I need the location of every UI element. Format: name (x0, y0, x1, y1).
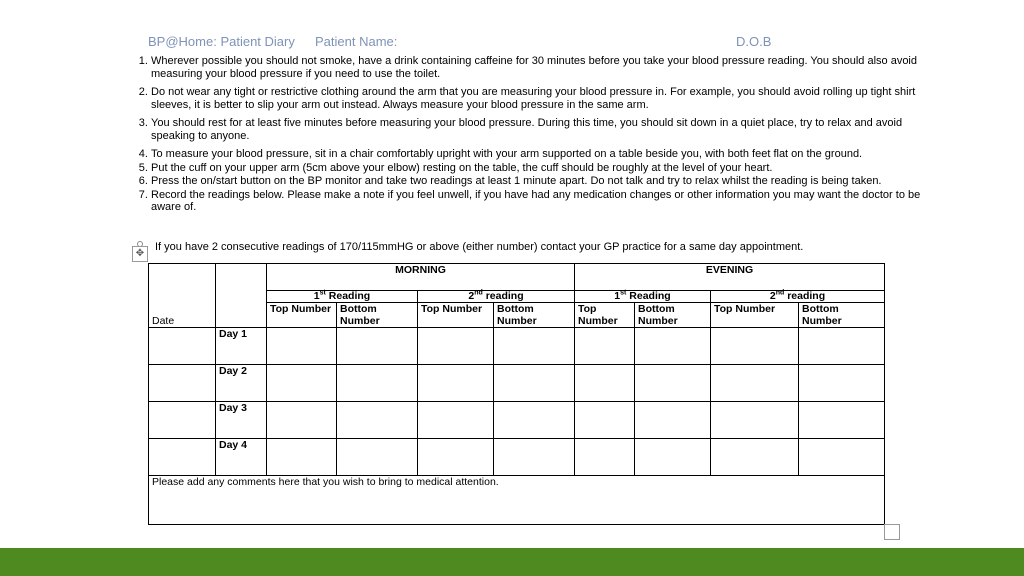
urgent-note: If you have 2 consecutive readings of 170/115mmHG or above (either number) contact your GP practice for a same day appointment. (155, 241, 804, 253)
dob-label: D.O.B (736, 34, 772, 49)
reading-cell[interactable] (711, 328, 799, 365)
reading-cell[interactable] (635, 328, 711, 365)
reading-cell[interactable] (711, 439, 799, 476)
reading-cell[interactable] (337, 402, 418, 439)
reading-cell[interactable] (267, 365, 337, 402)
reading-cell[interactable] (494, 439, 575, 476)
day-label: Day 1 (216, 328, 267, 365)
instruction-item: 7. Record the readings below. Please make a note if you feel unwell, if you have had any medication changes or other information you may want the doctor to be aware of. (151, 189, 929, 214)
instruction-item: 1. Wherever possible you should not smoke, have a drink containing caffeine for 30 minutes before you take your blood pressure reading. You should also avoid measuring your blood pressure if you need to use the toilet. (151, 55, 929, 80)
day-label: Day 2 (216, 365, 267, 402)
evening2-top-number: Top Number (711, 303, 799, 328)
reading-cell[interactable] (418, 328, 494, 365)
morning2-bottom-number: Bottom Number (494, 303, 575, 328)
morning-first-reading: 1st Reading (267, 291, 418, 303)
reading-cell[interactable] (337, 365, 418, 402)
evening2-bottom-number: Bottom Number (799, 303, 885, 328)
date-cell[interactable] (149, 365, 216, 402)
reading-cell[interactable] (267, 439, 337, 476)
patient-name-label: Patient Name: (315, 34, 398, 49)
reading-cell[interactable] (799, 402, 885, 439)
reading-cell[interactable] (799, 439, 885, 476)
date-header: Date (149, 264, 216, 328)
reading-cell[interactable] (267, 402, 337, 439)
reading-cell[interactable] (799, 365, 885, 402)
reading-cell[interactable] (418, 402, 494, 439)
instruction-item: 6. Press the on/start button on the BP monitor and take two readings at least 1 minute apart. Do not talk and try to relax whilst the reading is being taken. (151, 175, 929, 188)
evening1-bottom-number: Bottom Number (635, 303, 711, 328)
date-cell[interactable] (149, 439, 216, 476)
reading-cell[interactable] (418, 439, 494, 476)
instruction-item: 2. Do not wear any tight or restrictive clothing around the arm that you are measuring your blood pressure in. For example, you should avoid rolling up tight shirt sleeves, it is better to slip your arm out instead. Always measure your blood pressure in the same arm. (151, 86, 929, 111)
reading-cell[interactable] (337, 439, 418, 476)
reading-cell[interactable] (418, 365, 494, 402)
evening-header: EVENING (575, 264, 885, 291)
reading-cell[interactable] (799, 328, 885, 365)
comments-prompt: Please add any comments here that you wish to bring to medical attention. (152, 476, 499, 488)
table-row (149, 328, 885, 365)
instruction-item: 4. To measure your blood pressure, sit in a chair comfortably upright with your arm supported on a table beside you, with both feet flat on the ground. (151, 148, 929, 161)
reading-cell[interactable] (267, 328, 337, 365)
morning-second-reading: 2nd reading (418, 291, 575, 303)
morning1-bottom-number: Bottom Number (337, 303, 418, 328)
bp-readings-table (148, 263, 885, 525)
reading-cell[interactable] (494, 328, 575, 365)
reading-cell[interactable] (575, 328, 635, 365)
comments-box[interactable] (149, 476, 885, 525)
date-cell[interactable] (149, 328, 216, 365)
instruction-item: 5. Put the cuff on your upper arm (5cm above your elbow) resting on the table, the cuff should be roughly at the level of your heart. (151, 162, 929, 175)
reading-cell[interactable] (494, 402, 575, 439)
morning-header: MORNING (267, 264, 575, 291)
instructions-list (130, 55, 929, 220)
date-cell[interactable] (149, 402, 216, 439)
reading-cell[interactable] (575, 365, 635, 402)
reading-cell[interactable] (635, 365, 711, 402)
evening-second-reading: 2nd reading (711, 291, 885, 303)
reading-cell[interactable] (635, 402, 711, 439)
morning2-top-number: Top Number (418, 303, 494, 328)
reading-cell[interactable] (575, 439, 635, 476)
reading-cell[interactable] (635, 439, 711, 476)
instruction-item: 3. You should rest for at least five minutes before measuring your blood pressure. During this time, you should sit down in a quiet place, try to relax and avoid speaking to anyone. (151, 117, 929, 142)
reading-cell[interactable] (337, 328, 418, 365)
reading-cell[interactable] (494, 365, 575, 402)
cell-marker-icon (884, 524, 900, 540)
diary-title: BP@Home: Patient Diary (148, 34, 295, 49)
reading-cell[interactable] (711, 402, 799, 439)
day-header-blank (216, 264, 267, 328)
reading-cell[interactable] (711, 365, 799, 402)
move-icon[interactable]: ✥ (132, 246, 148, 262)
table-row (149, 439, 885, 476)
table-row (149, 402, 885, 439)
table-row (149, 365, 885, 402)
reading-cell[interactable] (575, 402, 635, 439)
evening1-top-number: Top Number (575, 303, 635, 328)
evening-first-reading: 1st Reading (575, 291, 711, 303)
day-label: Day 3 (216, 402, 267, 439)
footer-bar (0, 548, 1024, 576)
morning1-top-number: Top Number (267, 303, 337, 328)
day-label: Day 4 (216, 439, 267, 476)
document-header (148, 34, 888, 52)
